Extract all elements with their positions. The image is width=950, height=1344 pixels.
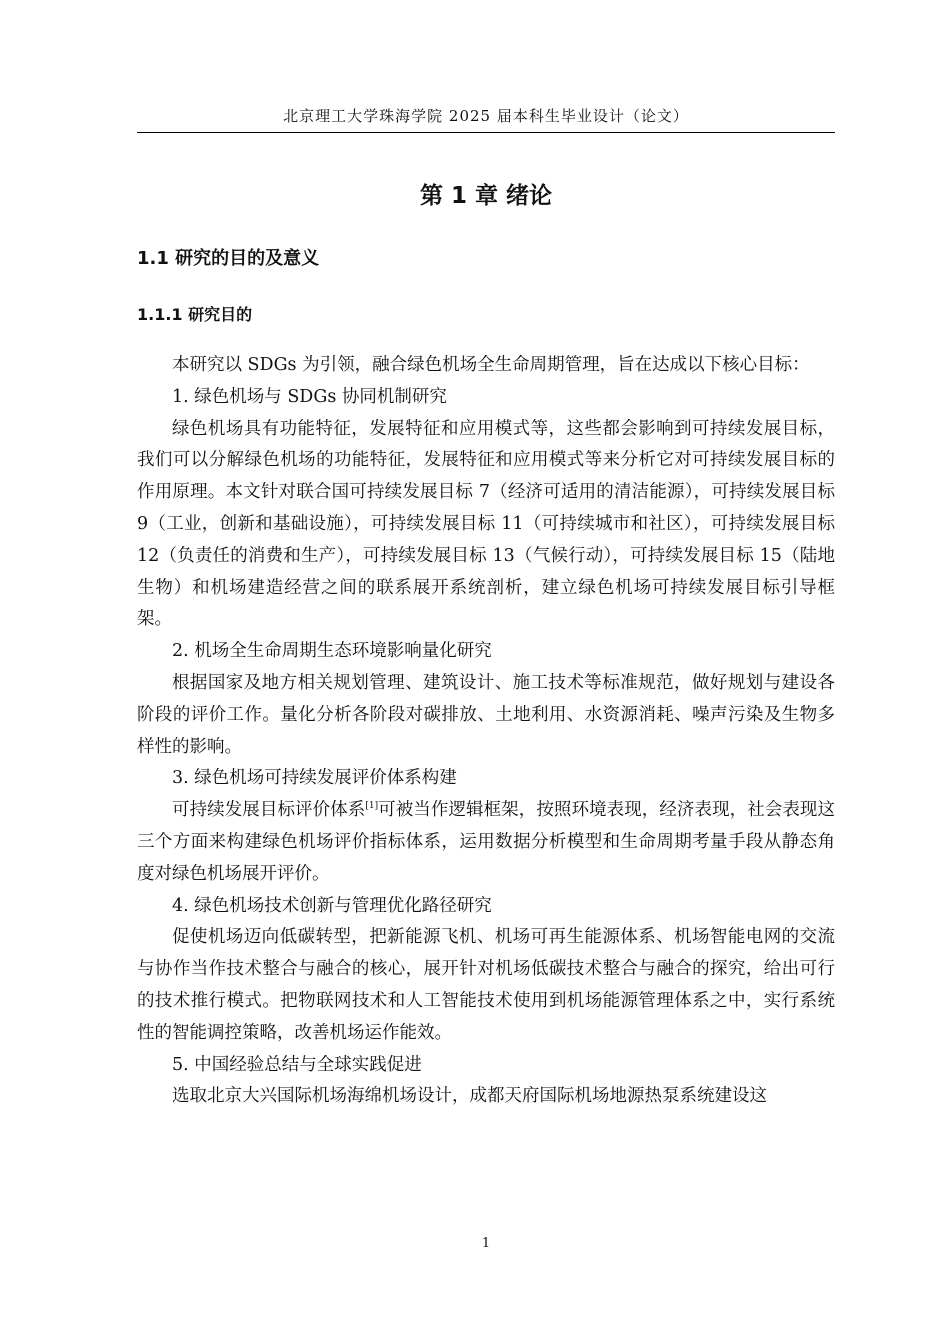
- item-4-paragraph: 促使机场迈向低碳转型，把新能源飞机、机场可再生能源体系、机场智能电网的交流与协作当作技术整合与融合的核心，展开针对机场低碳技术整合与融合的探究，给出可行的技术推行模式。把物联网技术和人工智能技术使用到机场能源管理体系之中，实行系统性的智能调控策略，改善机场运作能效。: [137, 927, 835, 1043]
- page-number: 1: [481, 1236, 491, 1251]
- item-3-paragraph: [137, 795, 835, 890]
- item-2-title: 2. 机场全生命周期生态环境影响量化研究: [172, 641, 492, 662]
- subsection-heading: 1.1.1 研究目的: [137, 305, 253, 324]
- page-header: 北京理工大学珠海学院 2025 届本科生毕业设计（论文）: [137, 104, 835, 133]
- item-1-title: 1. 绿色机场与 SDGs 协同机制研究: [172, 386, 447, 407]
- citation-ref[interactable]: [1]: [365, 801, 379, 812]
- item-3-title: 3. 绿色机场可持续发展评价体系构建: [172, 768, 457, 789]
- item-3-text-a: 可持续发展目标评价体系: [172, 800, 366, 821]
- section-heading: 1.1 研究的目的及意义: [137, 248, 320, 269]
- item-5-title: 5. 中国经验总结与全球实践促进: [172, 1054, 422, 1075]
- body-text: [137, 350, 835, 1113]
- item-4-title: 4. 绿色机场技术创新与管理优化路径研究: [172, 895, 492, 916]
- item-1-paragraph: 绿色机场具有功能特征，发展特征和应用模式等，这些都会影响到可持续发展目标，我们可以分解绿色机场的功能特征，发展特征和应用模式等来分析它对可持续发展目标的作用原理。本文针对联合国可持续发展目标 7（经济可适用的清洁能源），可持续发展目标 9（工业，创新和基础设施），可持续发展目标 11（可持续城市和社区），可持续发展目标 12（负责任的消费和生产），可持续发展目标 13（气候行动），可持续发展目标 15（陆地生物）和机场建造经营之间的联系展开系统剖析，建立绿色机场可持续发展目标引导框架。: [137, 418, 835, 630]
- item-2-paragraph: 根据国家及地方相关规划管理、建筑设计、施工技术等标准规范，做好规划与建设各阶段的评价工作。量化分析各阶段对碳排放、土地利用、水资源消耗、噪声污染及生物多样性的影响。: [137, 672, 835, 757]
- intro-paragraph: 本研究以 SDGs 为引领，融合绿色机场全生命周期管理，旨在达成以下核心目标：: [172, 355, 810, 375]
- item-3-text-b: 可被当作逻辑框架，按照环境表现，经济表现，社会表现这三个方面来构建绿色机场评价指标体系，运用数据分析模型和生命周期考量手段从静态角度对绿色机场展开评价。: [137, 800, 836, 884]
- chapter-title: 第 1 章 绪论: [419, 183, 553, 209]
- item-5-paragraph: 选取北京大兴国际机场海绵机场设计，成都天府国际机场地源热泵系统建设这: [172, 1086, 767, 1107]
